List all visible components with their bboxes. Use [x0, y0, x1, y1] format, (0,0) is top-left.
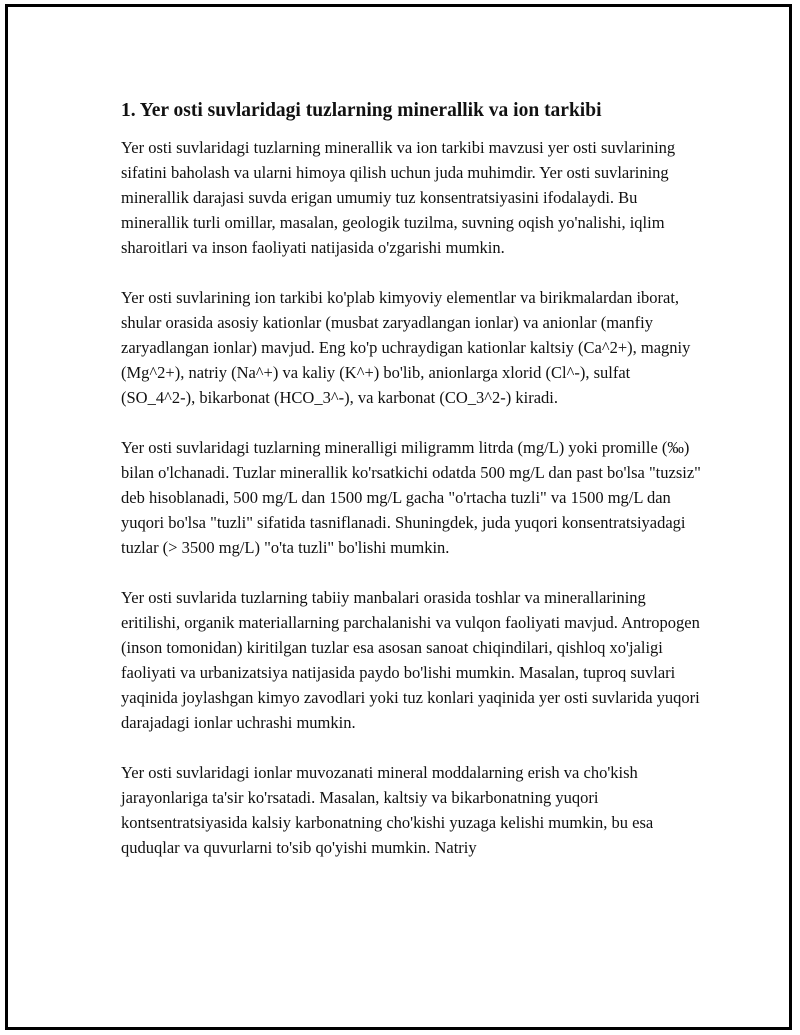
- paragraph-1: Yer osti suvlaridagi tuzlarning minerallik va ion tarkibi mavzusi yer osti suvlarining sifatini baholash va ularni himoya qilish uchun juda muhimdir. Yer osti suvlarining minerallik darajasi suvda erigan umumiy tuz konsentratsiyasini ifodalaydi. Bu minerallik turli omillar, masalan, geologik tuzilma, suvning oqish yo'nalishi, iqlim sharoitlari va inson faoliyati natijasida o'zgarishi mumkin.: [121, 138, 676, 257]
- document-content: [121, 99, 701, 885]
- paragraph-5: Yer osti suvlaridagi ionlar muvozanati mineral moddalarning erish va cho'kish jarayonlariga ta'sir ko'rsatadi. Masalan, kaltsiy va bikarbonatning yuqori kontsentratsiyasida kalsiy karbonatning cho'kishi yuzaga kelishi mumkin, bu esa quduqlar va quvurlarni to'sib qo'yishi mumkin. Natriy: [121, 763, 654, 857]
- paragraph-2: Yer osti suvlarining ion tarkibi ko'plab kimyoviy elementlar va birikmalardan iborat, shular orasida asosiy kationlar (musbat zaryadlangan ionlar) va anionlar (manfiy zaryadlangan ionlar) mavjud. Eng ko'p uchraydigan kationlar kaltsiy (Ca^2+), magniy (Mg^2+), natriy (Na^+) va kaliy (K^+) bo'lib, anionlarga xlorid (Cl^-), sulfat (SO_4^2-), bikarbonat (HCO_3^-), va karbonat (CO_3^2-) kiradi.: [121, 288, 691, 407]
- paragraph-4: Yer osti suvlarida tuzlarning tabiiy manbalari orasida toshlar va minerallarining eritilishi, organik materiallarning parchalanishi va vulqon faoliyati mavjud. Antropogen (inson tomonidan) kiritilgan tuzlar esa asosan sanoat chiqindilari, qishloq xo'jaligi faoliyati va urbanizatsiya natijasida paydo bo'lishi mumkin. Masalan, tuproq suvlari yaqinida joylashgan kimyo zavodlari yoki tuz konlari yaqinida yer osti suvlarida yuqori darajadagi ionlar uchrashi mumkin.: [121, 588, 700, 732]
- section-heading: 1. Yer osti suvlaridagi tuzlarning minerallik va ion tarkibi: [121, 100, 602, 121]
- paragraph-3: Yer osti suvlaridagi tuzlarning mineralligi miligramm litrda (mg/L) yoki promille (‰) bilan o'lchanadi. Tuzlar minerallik ko'rsatkichi odatda 500 mg/L dan past bo'lsa "tuzsiz" deb hisoblanadi, 500 mg/L dan 1500 mg/L gacha "o'rtacha tuzli" va 1500 mg/L dan yuqori bo'lsa "tuzli" sifatida tasniflanadi. Shuningdek, juda yuqori konsentratsiyadagi tuzlar (> 3500 mg/L) "o'ta tuzli" bo'lishi mumkin.: [121, 438, 701, 557]
- document-page: [5, 4, 792, 1030]
